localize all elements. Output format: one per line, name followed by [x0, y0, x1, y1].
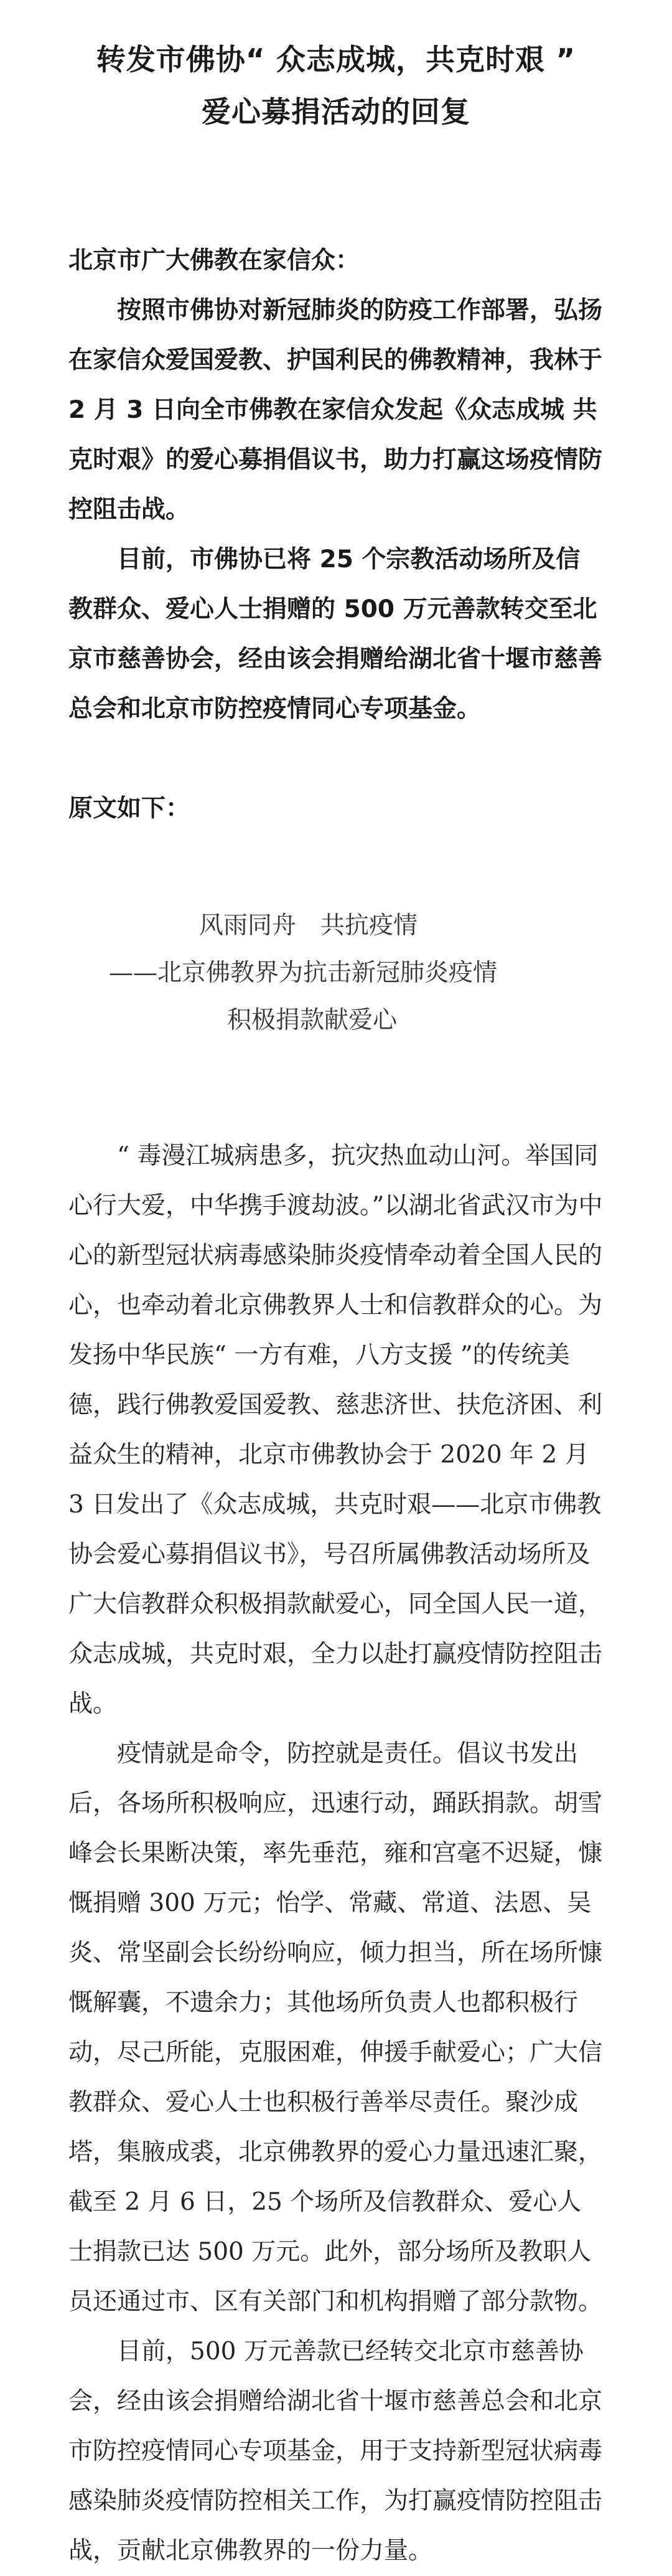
article-paragraph: 目前，500 万元善款已经转交北京市慈善协会，经由该会捐赠给湖北省十堰市慈善总会和北京市防控疫情同心专项基金，用于支持新型冠状病毒感染肺炎疫情防控相关工作，为打赢疫情防控阻击战，贡献北京佛教界的一份力量。 [68, 2338, 603, 2565]
title-line-1: 转发市佛协“ 众志成城，共克时艰 ” [96, 43, 576, 77]
reply-letter [68, 236, 604, 834]
letter-paragraph: 目前，市佛协已将 25 个宗教活动场所及信教群众、爱心人士捐赠的 500 万元善款转交至北京市慈善协会，经由该会捐赠给湖北省十堰市慈善总会和北京市防控疫情同心专项基金。 [68, 545, 603, 723]
article-body [68, 1131, 604, 2576]
article-subtitle-line-2: 积极捐款献爱心 [227, 1006, 398, 1034]
salutation: 北京市广大佛教在家信众： [68, 247, 360, 275]
title-line-2: 爱心募捐活动的回复 [202, 95, 470, 130]
original-text-label: 原文如下： [68, 795, 190, 823]
article-subtitle-line-1: ——北京佛教界为抗击新冠肺炎疫情 [109, 959, 498, 987]
article-paragraph: “ 毒漫江城病患多，抗灾热血动山河。举国同心行大爱，中华携手渡劫波。”以湖北省武汉市为中心的新型冠状病毒感染肺炎疫情牵动着全国人民的心，也牵动着北京佛教界人士和信教群众的心。为发扬中华民族“ 一方有难，八方支援 ”的传统美德，践行佛教爱国爱教、慈悲济世、扶危济困、利益众生的精神，北京市佛教协会于 2020 年 2 月 3 日发出了《众志成城，共克时艰——北京市佛教协会爱心募捐倡议书》，号召所属佛教活动场所及广大信教群众积极捐款献爱心，同全国人民一道，众志成城，共克时艰，全力以赴打赢疫情防控阻击战。 [68, 1142, 603, 1718]
article-heading [68, 902, 604, 1044]
page-title [68, 0, 604, 139]
letter-paragraph: 按照市佛协对新冠肺炎的防疫工作部署，弘扬在家信众爱国爱教、护国利民的佛教精神，我林于 2 月 3 日向全市佛教在家信众发起《众志成城 共克时艰》的爱心募捐倡议书，助力打赢这场疫情防控阻击战。 [68, 296, 603, 524]
article-paragraph: 疫情就是命令，防控就是责任。倡议书发出后，各场所积极响应，迅速行动，踊跃捐款。胡雪峰会长果断决策，率先垂范，雍和宫毫不迟疑，慷慨捐赠 300 万元；怡学、常藏、常道、法恩、吴炎、常坚副会长纷纷响应，倾力担当，所在场所慷慨解囊，不遗余力；其他场所负责人也都积极行动，尽己所能，克服困难，伸援手献爱心；广大信教群众、爱心人士也积极行善举尽责任。聚沙成塔，集腋成裘，北京佛教界的爱心力量迅速汇聚，截至 2 月 6 日，25 个场所及信教群众、爱心人士捐款已达 500 万元。此外，部分场所及教职人员还通过市、区有关部门和机构捐赠了部分款物。 [68, 1740, 603, 2316]
article-title: 风雨同舟 共抗疫情 [199, 912, 418, 940]
